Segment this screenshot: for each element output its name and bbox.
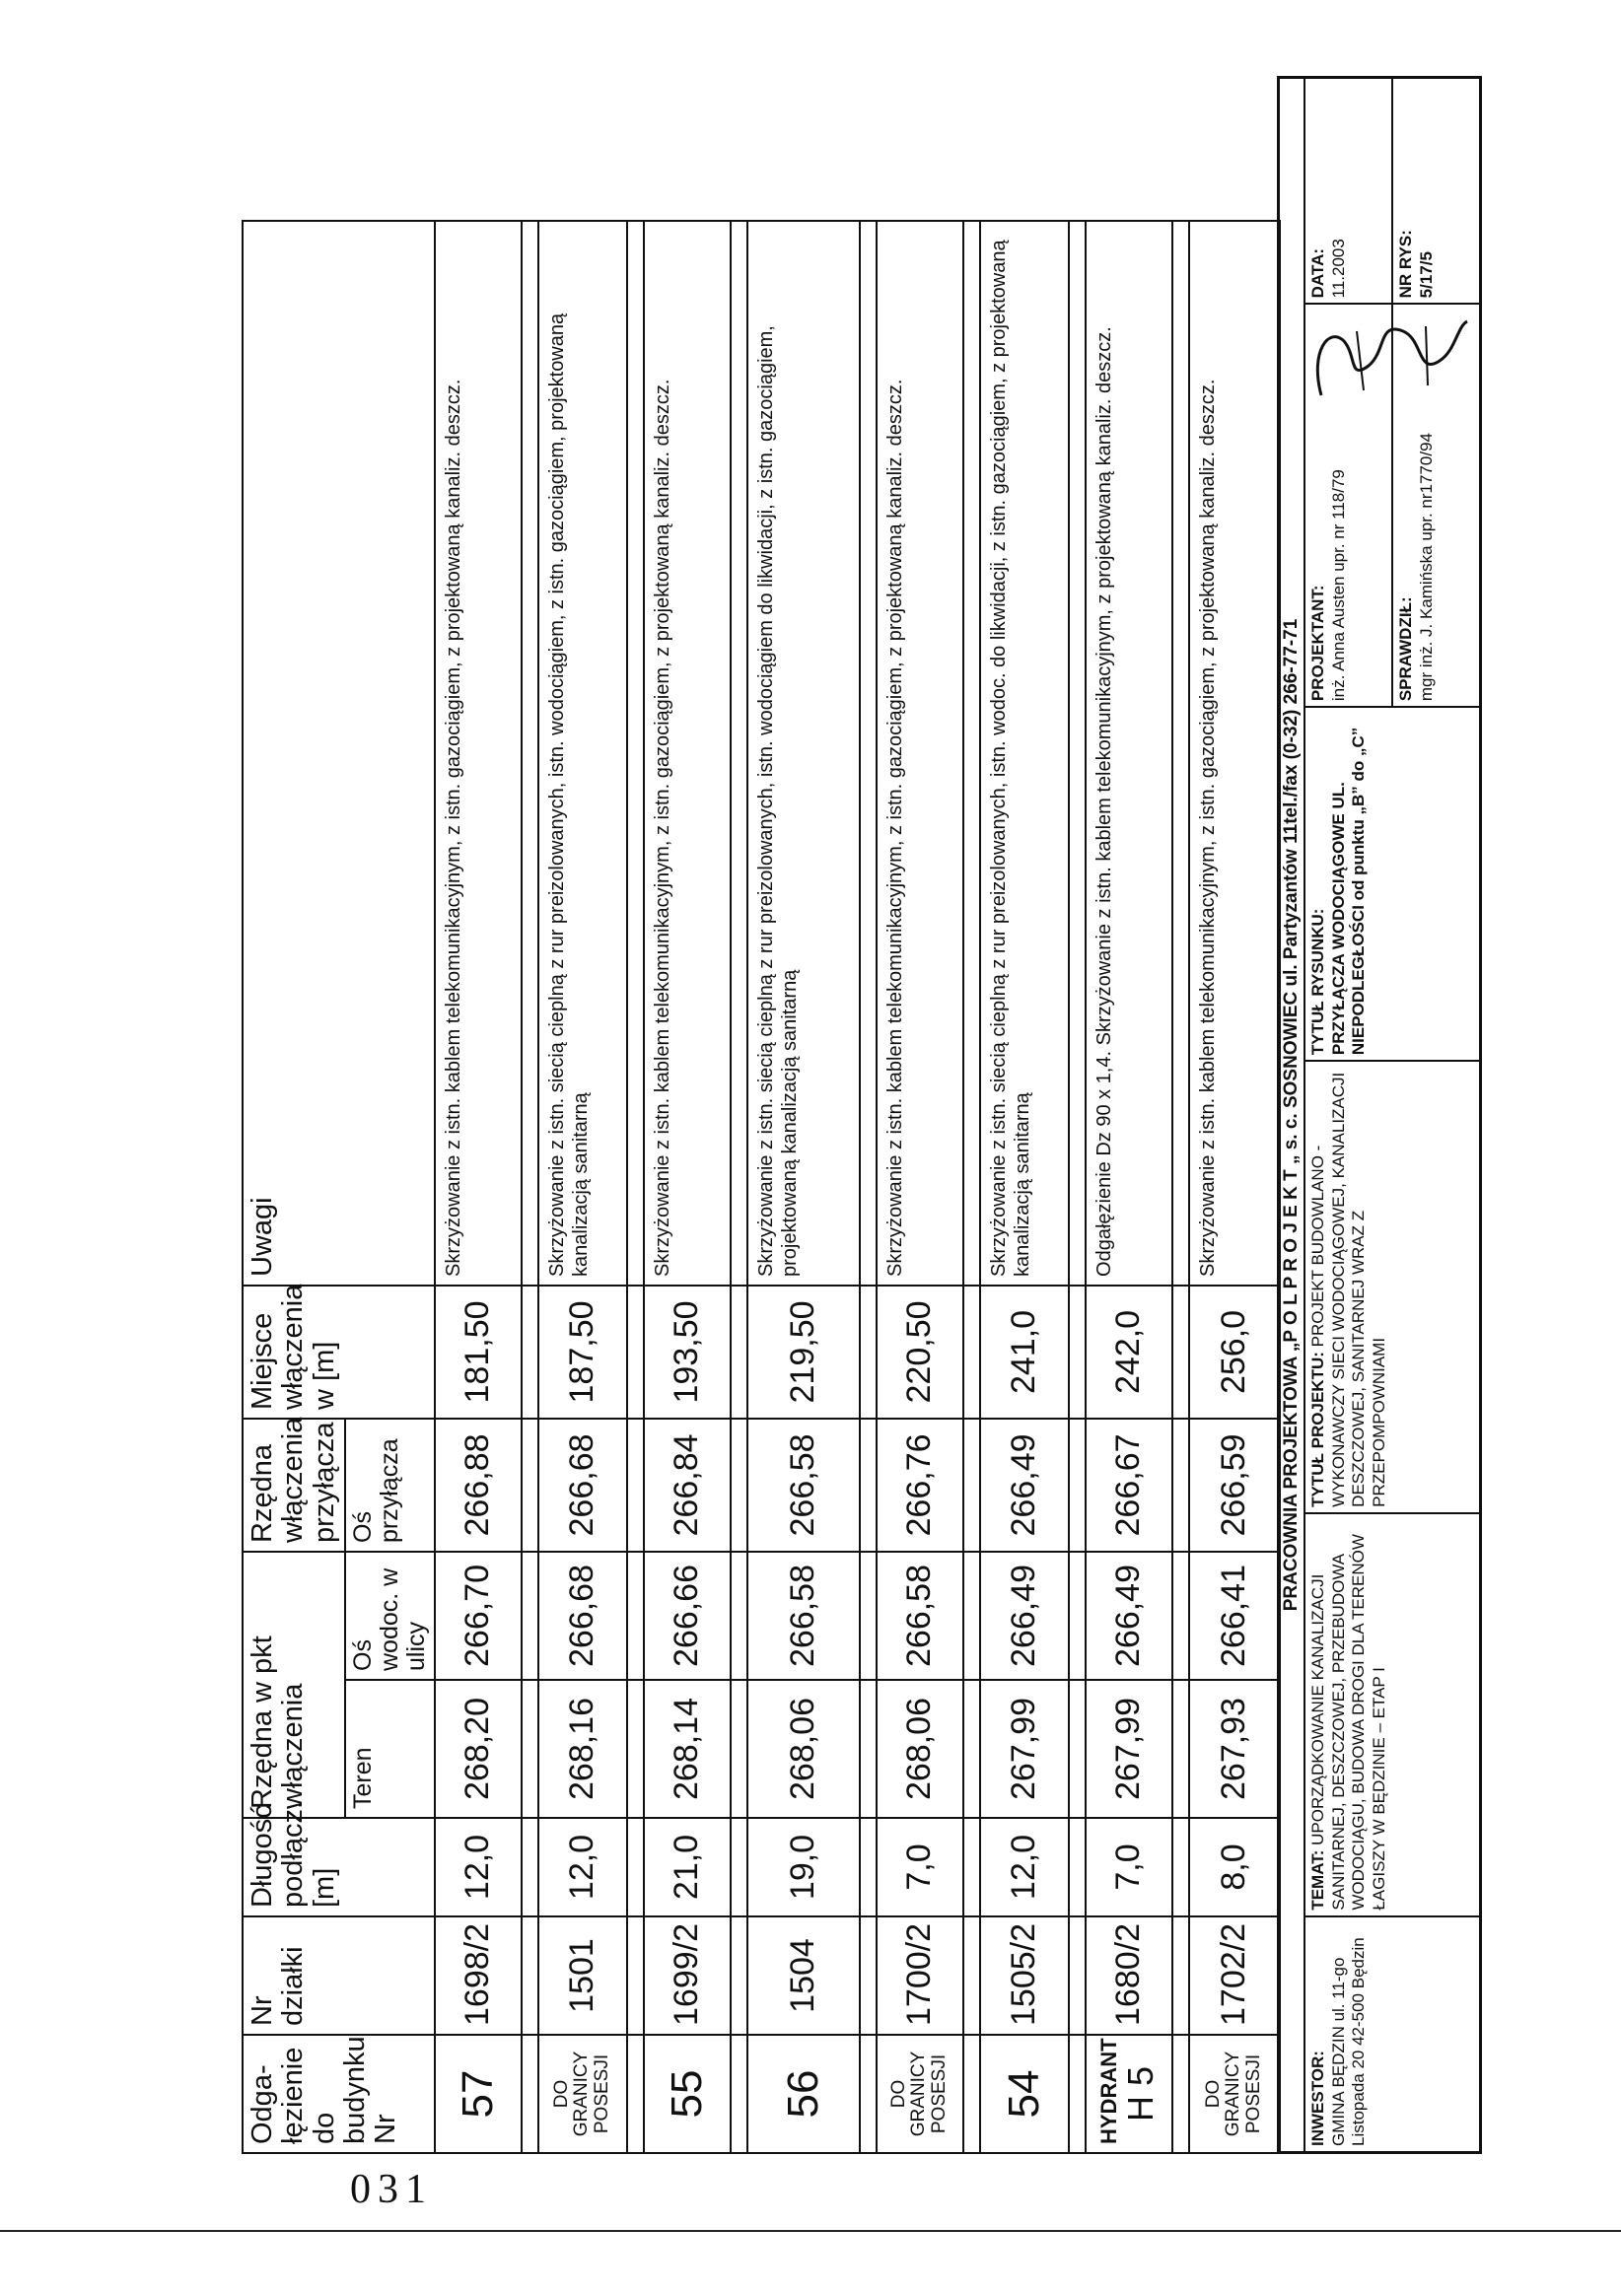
terrain-cell: 267,93: [1189, 1680, 1280, 1818]
connection-axis-cell: 266,58: [747, 1419, 860, 1552]
branch-cell: [1086, 2035, 1172, 2153]
header-water-axis: Oś wodoc. w ulicy: [345, 1552, 435, 1680]
header-place: Miejsce włączenia w [m]: [243, 1286, 435, 1419]
plot-cell: 1698/2: [435, 1916, 522, 2035]
remarks-cell: Skrzyżowanie z istn. kablem telekomunikacyjnym, z istn. gazociągiem, z projektowaną kanaliz. deszcz.: [877, 221, 963, 1286]
spacer-row: [522, 221, 538, 2153]
project-title-label: TYTUŁ PROJEKTU:: [1308, 1352, 1327, 1507]
topic-cell: [1305, 1512, 1479, 1915]
branch-cell: 57: [435, 2035, 522, 2153]
terrain-cell: 267,99: [980, 1680, 1069, 1818]
connection-axis-cell: 266,49: [980, 1419, 1069, 1552]
length-cell: 12,0: [538, 1818, 627, 1916]
investor-label: INWESTOR:: [1308, 2051, 1327, 2146]
topic-label: TEMAT:: [1308, 1849, 1327, 1911]
title-block: [1277, 76, 1482, 2154]
spacer-row: [731, 221, 747, 2153]
remarks-cell: Skrzyżowanie z istn. siecią cieplną z rur preizolowanych, istn. wodoc. do likwidacji, z istn. gazociągiem, z projektowaną kanalizacją sanitarną: [980, 221, 1069, 1286]
branch-cell: DO GRANICY POSESJI: [877, 2035, 963, 2153]
remarks-cell: Skrzyżowanie z istn. kablem telekomunikacyjnym, z istn. gazociągiem, z projektowaną kanaliz. deszcz.: [1189, 221, 1280, 1286]
plot-cell: 1700/2: [877, 1916, 963, 2035]
branch-cell: DO GRANICY POSESJI: [1189, 2035, 1280, 2153]
designer-label: PROJEKTANT:: [1308, 585, 1327, 702]
connection-axis-cell: 266,76: [877, 1419, 963, 1552]
length-cell: 19,0: [747, 1818, 860, 1916]
header-elevation-point: Rzędna w pkt włączenia: [243, 1552, 345, 1818]
place-cell: 187,50: [538, 1286, 627, 1419]
place-cell: 241,0: [980, 1286, 1069, 1419]
topic-value: UPORZĄDKOWANIE KANALIZACJI SANITARNEJ, DESZCZOWEJ, PRZEBUDOWA WODOCIĄGU, BUDOWA DROGI DLA TERENÓW ŁAGISZY W BĘDZINIE – ETAP I: [1308, 1534, 1389, 1911]
drawing-number-value: 5/17/5: [1416, 251, 1436, 299]
table-row: [980, 221, 1069, 2153]
water-axis-cell: 266,66: [644, 1552, 731, 1680]
header-connection-axis: Oś przyłącza: [345, 1419, 435, 1552]
place-cell: 181,50: [435, 1286, 522, 1419]
spacer-row: [860, 221, 877, 2153]
place-cell: 220,50: [877, 1286, 963, 1419]
scan-edge-line: [0, 2230, 1621, 2232]
rotated-sheet: [242, 15, 1543, 2154]
branch-cell: 55: [644, 2035, 731, 2153]
terrain-cell: 268,16: [538, 1680, 627, 1818]
project-title-value: PROJEKT BUDOWLANO -WYKONAWCZY SIECI WODOCIĄGOWEJ, KANALIZACJI DESZCZOWEJ, SANITARNEJ WRAZ Z PRZEPOMPOWNIAMI: [1308, 1072, 1389, 1507]
date-value: 11.2003: [1328, 239, 1348, 299]
signature-icon: [1309, 312, 1472, 410]
water-axis-cell: 266,58: [877, 1552, 963, 1680]
drawing-number-box: [1393, 79, 1479, 303]
table-row: [1086, 221, 1172, 2153]
date-box: [1305, 79, 1393, 303]
plot-cell: 1680/2: [1086, 1916, 1172, 2035]
water-axis-cell: 266,58: [747, 1552, 860, 1680]
header-branch: Odga-łęzienie do budynku Nr: [243, 2035, 435, 2153]
length-cell: 21,0: [644, 1818, 731, 1916]
drawing-title-cell: [1305, 706, 1479, 1060]
table-row: [747, 221, 860, 2153]
connection-axis-cell: 266,59: [1189, 1419, 1280, 1552]
terrain-cell: 267,99: [1086, 1680, 1172, 1818]
project-title-cell: [1305, 1060, 1479, 1512]
length-cell: 7,0: [1086, 1818, 1172, 1916]
terrain-cell: 268,14: [644, 1680, 731, 1818]
length-cell: 7,0: [877, 1818, 963, 1916]
date-number-cell: [1305, 79, 1479, 303]
spacer-row: [1069, 221, 1086, 2153]
plot-cell: 1505/2: [980, 1916, 1069, 2035]
remarks-cell: Skrzyżowanie z istn. kablem telekomunikacyjnym, z istn. gazociągiem, z projektowaną kanaliz. deszcz.: [435, 221, 522, 1286]
plot-cell: 1504: [747, 1916, 860, 2035]
header-plot: Nr działki: [243, 1916, 435, 2035]
terrain-cell: 268,06: [747, 1680, 860, 1818]
header-terrain: Teren: [345, 1680, 435, 1818]
table-row: [644, 221, 731, 2153]
plot-cell: 1501: [538, 1916, 627, 2035]
remarks-cell: Odgałęzienie Dz 90 x 1,4. Skrzyżowanie z istn. kablem telekomunikacyjnym, z projektowaną kanaliz. deszcz.: [1086, 221, 1172, 1286]
plot-cell: 1699/2: [644, 1916, 731, 2035]
place-cell: 256,0: [1189, 1286, 1280, 1419]
connection-axis-cell: 266,84: [644, 1419, 731, 1552]
spacer-row: [1172, 221, 1189, 2153]
page-number: 031: [350, 2167, 433, 2212]
investor-cell: [1305, 1915, 1479, 2151]
header-elevation-connection: Rzędna włączenia przyłącza: [243, 1419, 345, 1552]
branch-cell: DO GRANICY POSESJI: [538, 2035, 627, 2153]
checked-value: mgr inż. J. Kamińska upr. nr1770/94: [1416, 433, 1436, 702]
remarks-cell: Skrzyżowanie z istn. siecią cieplną z rur preizolowanych, istn. wodociągiem, z istn. gazociągiem, projektowaną kanalizacją sanitarną: [538, 221, 627, 1286]
terrain-cell: 268,20: [435, 1680, 522, 1818]
branch-cell: 56: [747, 2035, 860, 2153]
hydrant-label: HYDRANT: [1096, 2038, 1122, 2144]
header-row: [243, 221, 345, 2153]
designer-value: inż. Anna Austen upr. nr 118/79: [1328, 469, 1348, 702]
water-axis-cell: 266,41: [1189, 1552, 1280, 1680]
place-cell: 193,50: [644, 1286, 731, 1419]
checked-label: SPRAWDZIŁ:: [1396, 596, 1415, 702]
table-row: [538, 221, 627, 2153]
hydrant-number: H 5: [1120, 2065, 1162, 2122]
drawing-title-value: PRZYŁĄCZA WODOCIĄGOWE UL. NIEPODLEGŁOŚCI od punktu „B” do „C”: [1328, 727, 1369, 1056]
drawing-title-label: TYTUŁ RYSUNKU:: [1308, 908, 1327, 1056]
terrain-cell: 268,06: [877, 1680, 963, 1818]
connections-table: [242, 220, 1281, 2154]
remarks-cell: Skrzyżowanie z istn. kablem telekomunikacyjnym, z istn. gazociągiem, z projektowaną kanaliz. deszcz.: [644, 221, 731, 1286]
title-block-row: [1305, 79, 1479, 2151]
water-axis-cell: 266,70: [435, 1552, 522, 1680]
drawing-number-label: NR RYS:: [1396, 230, 1415, 299]
office-header: PRACOWNIA PROJEKTOWA „P O L P R O J E K T „ s. c. SOSNOWIEC ul. Partyzantów 11tel./fax (0-32) 266-77-71: [1280, 79, 1305, 2151]
investor-value: GMINA BĘDZIN ul. 11-go Listopada 20 42-500 Będzin: [1328, 1937, 1369, 2146]
branch-cell: 54: [980, 2035, 1069, 2153]
water-axis-cell: 266,49: [1086, 1552, 1172, 1680]
place-cell: 242,0: [1086, 1286, 1172, 1419]
connection-axis-cell: 266,67: [1086, 1419, 1172, 1552]
place-cell: 219,50: [747, 1286, 860, 1419]
date-label: DATA:: [1308, 247, 1327, 299]
remarks-cell: Skrzyżowanie z istn. siecią cieplną z rur preizolowanych, istn. wodociągiem do likwidacji, z istn. gazociągiem, projektowaną kanalizacją sanitarną: [747, 221, 860, 1286]
table-row: [1189, 221, 1280, 2153]
table-row: [435, 221, 522, 2153]
length-cell: 12,0: [980, 1818, 1069, 1916]
header-length: Długość podłącz. [m]: [243, 1818, 435, 1916]
spacer-row: [963, 221, 980, 2153]
water-axis-cell: 266,49: [980, 1552, 1069, 1680]
length-cell: 8,0: [1189, 1818, 1280, 1916]
water-axis-cell: 266,68: [538, 1552, 627, 1680]
header-remarks: Uwagi: [243, 221, 435, 1286]
length-cell: 12,0: [435, 1818, 522, 1916]
table-row: [877, 221, 963, 2153]
connection-axis-cell: 266,88: [435, 1419, 522, 1552]
spacer-row: [627, 221, 644, 2153]
connection-axis-cell: 266,68: [538, 1419, 627, 1552]
plot-cell: 1702/2: [1189, 1916, 1280, 2035]
designer-checker-cell: [1305, 303, 1479, 706]
